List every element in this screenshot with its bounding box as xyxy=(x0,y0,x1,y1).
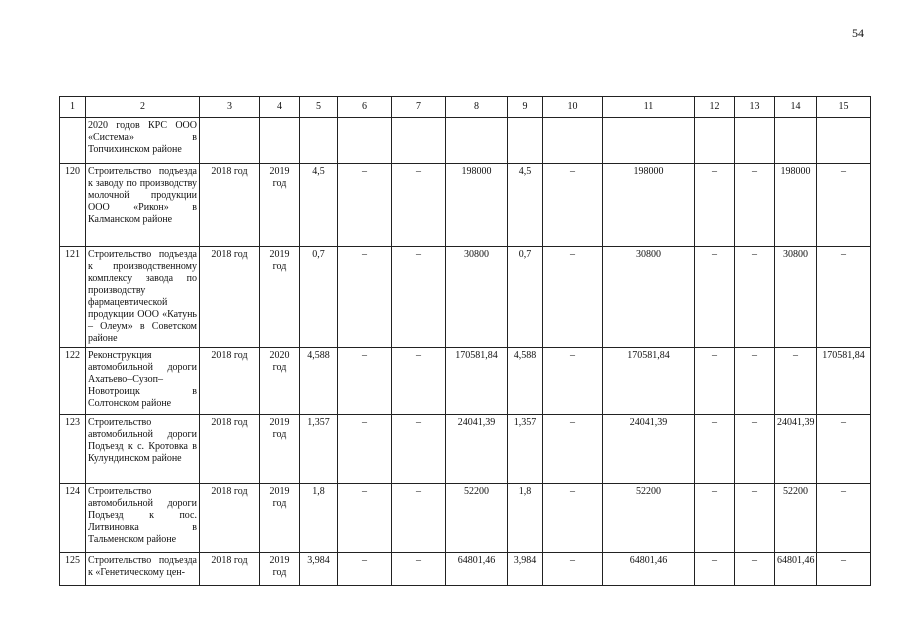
object-description: Реконструкция автомобильной дороги Ахатьево–Сузоп–Новотроицк в Солтонском районе xyxy=(86,348,200,415)
column-header: 3 xyxy=(200,97,260,118)
object-description: 2020 годов КРС ООО «Система» в Топчихинском районе xyxy=(86,118,200,164)
cell: 4,588 xyxy=(300,348,338,415)
cell: 3,984 xyxy=(300,553,338,586)
cell: – xyxy=(695,164,735,247)
cell: – xyxy=(817,415,871,484)
cell xyxy=(543,118,603,164)
cell: – xyxy=(338,553,392,586)
cell: 30800 xyxy=(603,247,695,348)
cell: – xyxy=(695,348,735,415)
cell: 30800 xyxy=(775,247,817,348)
cell: – xyxy=(817,164,871,247)
cell: – xyxy=(735,247,775,348)
cell: 64801,46 xyxy=(775,553,817,586)
column-header: 2 xyxy=(86,97,200,118)
table-row xyxy=(60,484,871,553)
table-row xyxy=(60,247,871,348)
cell: – xyxy=(338,415,392,484)
object-description: Строительство подъезда к заводу по производству молочной продукции ООО «Рикон» в Калманском районе xyxy=(86,164,200,247)
object-description: Строительство подъезда к «Генетическому цен- xyxy=(86,553,200,586)
cell: 170581,84 xyxy=(446,348,508,415)
cell xyxy=(300,118,338,164)
cell: – xyxy=(735,484,775,553)
row-number: 122 xyxy=(60,348,86,415)
cell: – xyxy=(338,348,392,415)
cell: – xyxy=(392,348,446,415)
cell xyxy=(735,118,775,164)
column-header: 7 xyxy=(392,97,446,118)
cell: 1,8 xyxy=(300,484,338,553)
column-header: 9 xyxy=(508,97,543,118)
end-year: 2020 год xyxy=(260,348,300,415)
end-year: 2019 год xyxy=(260,164,300,247)
cell: 52200 xyxy=(775,484,817,553)
cell: 170581,84 xyxy=(603,348,695,415)
table-row xyxy=(60,118,871,164)
column-header: 15 xyxy=(817,97,871,118)
column-header: 6 xyxy=(338,97,392,118)
cell: – xyxy=(392,484,446,553)
cell: – xyxy=(735,348,775,415)
cell: – xyxy=(817,247,871,348)
page-number: 54 xyxy=(852,26,864,40)
column-header: 14 xyxy=(775,97,817,118)
cell: 24041,39 xyxy=(775,415,817,484)
cell: – xyxy=(695,484,735,553)
cell: 64801,46 xyxy=(446,553,508,586)
cell: – xyxy=(338,247,392,348)
cell: 1,357 xyxy=(300,415,338,484)
column-header: 10 xyxy=(543,97,603,118)
column-header: 4 xyxy=(260,97,300,118)
cell: 1,8 xyxy=(508,484,543,553)
cell xyxy=(603,118,695,164)
cell: 24041,39 xyxy=(603,415,695,484)
row-number xyxy=(60,118,86,164)
column-header: 12 xyxy=(695,97,735,118)
cell: – xyxy=(695,415,735,484)
cell: – xyxy=(392,415,446,484)
row-number: 123 xyxy=(60,415,86,484)
cell xyxy=(775,118,817,164)
start-year: 2018 год xyxy=(200,415,260,484)
cell xyxy=(508,118,543,164)
start-year: 2018 год xyxy=(200,348,260,415)
cell: – xyxy=(735,415,775,484)
cell: 170581,84 xyxy=(817,348,871,415)
column-header: 11 xyxy=(603,97,695,118)
cell: 24041,39 xyxy=(446,415,508,484)
column-header: 1 xyxy=(60,97,86,118)
cell: – xyxy=(543,553,603,586)
row-number: 125 xyxy=(60,553,86,586)
cell: 0,7 xyxy=(508,247,543,348)
cell xyxy=(817,118,871,164)
cell xyxy=(392,118,446,164)
data-table xyxy=(59,96,871,586)
cell: – xyxy=(392,553,446,586)
end-year: 2019 год xyxy=(260,247,300,348)
cell: 3,984 xyxy=(508,553,543,586)
cell: – xyxy=(543,247,603,348)
cell: 1,357 xyxy=(508,415,543,484)
row-number: 124 xyxy=(60,484,86,553)
cell: – xyxy=(817,484,871,553)
cell: 64801,46 xyxy=(603,553,695,586)
cell: – xyxy=(543,484,603,553)
start-year: 2018 год xyxy=(200,484,260,553)
table-row xyxy=(60,164,871,247)
cell: – xyxy=(338,164,392,247)
start-year: 2018 год xyxy=(200,553,260,586)
cell: 30800 xyxy=(446,247,508,348)
object-description: Строительство подъезда к производственному комплексу завода по производству фармацевтической продукции ООО «Катунь – Олеум» в Советском районе xyxy=(86,247,200,348)
header-row xyxy=(60,97,871,118)
cell: 52200 xyxy=(446,484,508,553)
cell: – xyxy=(338,484,392,553)
cell: 198000 xyxy=(775,164,817,247)
cell: – xyxy=(775,348,817,415)
object-description: Строительство автомобильной дороги Подъезд к с. Кротовка в Кулундинском районе xyxy=(86,415,200,484)
row-number: 121 xyxy=(60,247,86,348)
table-row xyxy=(60,415,871,484)
object-description: Строительство автомобильной дороги Подъезд к пос. Литвиновка в Тальменском районе xyxy=(86,484,200,553)
end-year: 2019 год xyxy=(260,553,300,586)
cell: – xyxy=(392,164,446,247)
start-year xyxy=(200,118,260,164)
row-number: 120 xyxy=(60,164,86,247)
cell: 0,7 xyxy=(300,247,338,348)
cell: 4,5 xyxy=(508,164,543,247)
cell: – xyxy=(543,164,603,247)
cell: – xyxy=(695,247,735,348)
cell xyxy=(446,118,508,164)
start-year: 2018 год xyxy=(200,247,260,348)
cell: – xyxy=(695,553,735,586)
table-row xyxy=(60,553,871,586)
end-year xyxy=(260,118,300,164)
cell: – xyxy=(735,164,775,247)
cell: – xyxy=(392,247,446,348)
column-header: 8 xyxy=(446,97,508,118)
column-header: 5 xyxy=(300,97,338,118)
cell xyxy=(695,118,735,164)
cell: – xyxy=(817,553,871,586)
table-row xyxy=(60,348,871,415)
end-year: 2019 год xyxy=(260,484,300,553)
cell: 52200 xyxy=(603,484,695,553)
cell xyxy=(338,118,392,164)
cell: 198000 xyxy=(446,164,508,247)
cell: 4,5 xyxy=(300,164,338,247)
cell: 198000 xyxy=(603,164,695,247)
column-header: 13 xyxy=(735,97,775,118)
end-year: 2019 год xyxy=(260,415,300,484)
cell: – xyxy=(543,415,603,484)
cell: 4,588 xyxy=(508,348,543,415)
cell: – xyxy=(543,348,603,415)
start-year: 2018 год xyxy=(200,164,260,247)
cell: – xyxy=(735,553,775,586)
